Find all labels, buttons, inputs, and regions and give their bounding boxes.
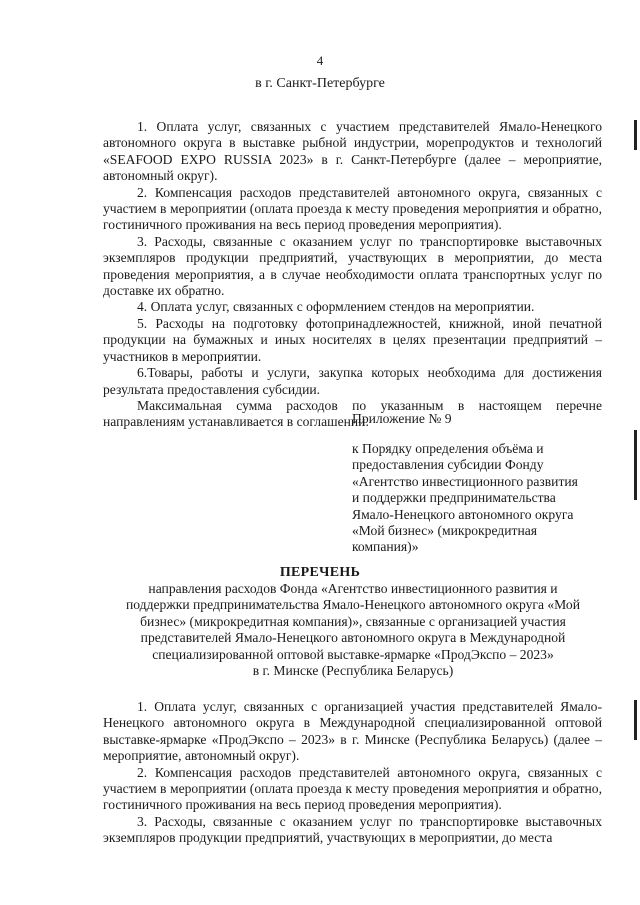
- list-heading: ПЕРЕЧЕНЬ: [279, 565, 361, 580]
- page-number: 4: [316, 53, 324, 68]
- section-2-item: 3. Расходы, связанные с оказанием услуг по транспортировке выставочных экземпляров продукции предприятий, участвующих в мероприятии, до места: [103, 813, 602, 846]
- section-1-item: 5. Расходы на подготовку фотопринадлежностей, книжной, иной печатной продукции на бумажных и иных носителях в целях презентации предприятий – участников в мероприятии.: [103, 315, 602, 364]
- scan-edge-mark: [634, 430, 637, 500]
- subtitle-line: в г. Минске (Республика Беларусь): [252, 663, 454, 679]
- annex-reference: [352, 441, 602, 556]
- annex-line: и поддержки предпринимательства: [352, 490, 556, 506]
- subtitle-line: представителей Ямало-Ненецкого автономного округа в Международной: [140, 630, 566, 646]
- annex-title: Приложение № 9: [352, 411, 452, 426]
- scan-edge-mark: [634, 120, 637, 150]
- section-1-item: 2. Компенсация расходов представителей автономного округа, связанных с участием в мероприятии (оплата проезда к месту проведения мероприятия и обратно, гостиничного проживания на весь период проведения мероприятия).: [103, 184, 602, 233]
- section-2-item: 2. Компенсация расходов представителей автономного округа, связанных с участием в мероприятии (оплата проезда к месту проведения мероприятия и обратно, гостиничного проживания на весь период проведения мероприятия).: [103, 764, 602, 813]
- annex-line: предоставления субсидии Фонду: [352, 457, 544, 473]
- subtitle-line: направления расходов Фонда «Агентство инвестиционного развития и: [148, 581, 558, 596]
- annex-line: к Порядку определения объёма и: [352, 441, 544, 456]
- section-1-closing: Максимальная сумма расходов по указанным в настоящем перечне направлениям устанавливается в соглашении.: [103, 397, 602, 430]
- list-subtitle: [110, 581, 596, 679]
- section-1-item: 1. Оплата услуг, связанных с участием представителей Ямало-Ненецкого автономного округа в выставке рыбной индустрии, морепродуктов и технологий «SEAFOOD EXPO RUSSIA 2023» в г. Санкт-Петербурге (далее – мероприятие, автономный округ).: [103, 119, 602, 184]
- section-1-item: 6.Товары, работы и услуги, закупка которых необходима для достижения результата предоставления субсидии.: [103, 365, 602, 397]
- section-2-list: [103, 699, 602, 847]
- subtitle-line: специализированной оптовой выставке-ярмарке «ПродЭкспо – 2023»: [152, 646, 554, 662]
- scan-edge-mark: [634, 700, 637, 740]
- section-1-list: [103, 119, 602, 431]
- subtitle-line: бизнес» (микрокредитная компания)», связанные с организацией участия: [140, 613, 566, 629]
- section-1-item: 3. Расходы, связанные с оказанием услуг по транспортировке выставочных экземпляров продукции предприятий, участвующих в мероприятии, до места проведения мероприятия, а в случае необходимости оплата транспортных услуг по доставке их обратно.: [103, 233, 602, 299]
- city-line: в г. Санкт-Петербурге: [255, 76, 385, 91]
- section-1-item: 4. Оплата услуг, связанных с оформлением стендов на мероприятии.: [137, 299, 535, 315]
- subtitle-line: поддержки предпринимательства Ямало-Ненецкого автономного округа «Мой: [126, 597, 580, 613]
- annex-line: компания)»: [352, 539, 419, 555]
- annex-line: «Агентство инвестиционного развития: [352, 473, 578, 489]
- annex-line: «Мой бизнес» (микрокредитная: [352, 523, 538, 539]
- section-2-item: 1. Оплата услуг, связанных с организацией участия представителей Ямало-Ненецкого автономного округа в Международной специализированной оптовой выставке-ярмарке «ПродЭкспо – 2023» в г. Минске (Республика Беларусь) (далее – мероприятие, автономный округ).: [103, 699, 602, 764]
- annex-line: Ямало-Ненецкого автономного округа: [352, 506, 574, 522]
